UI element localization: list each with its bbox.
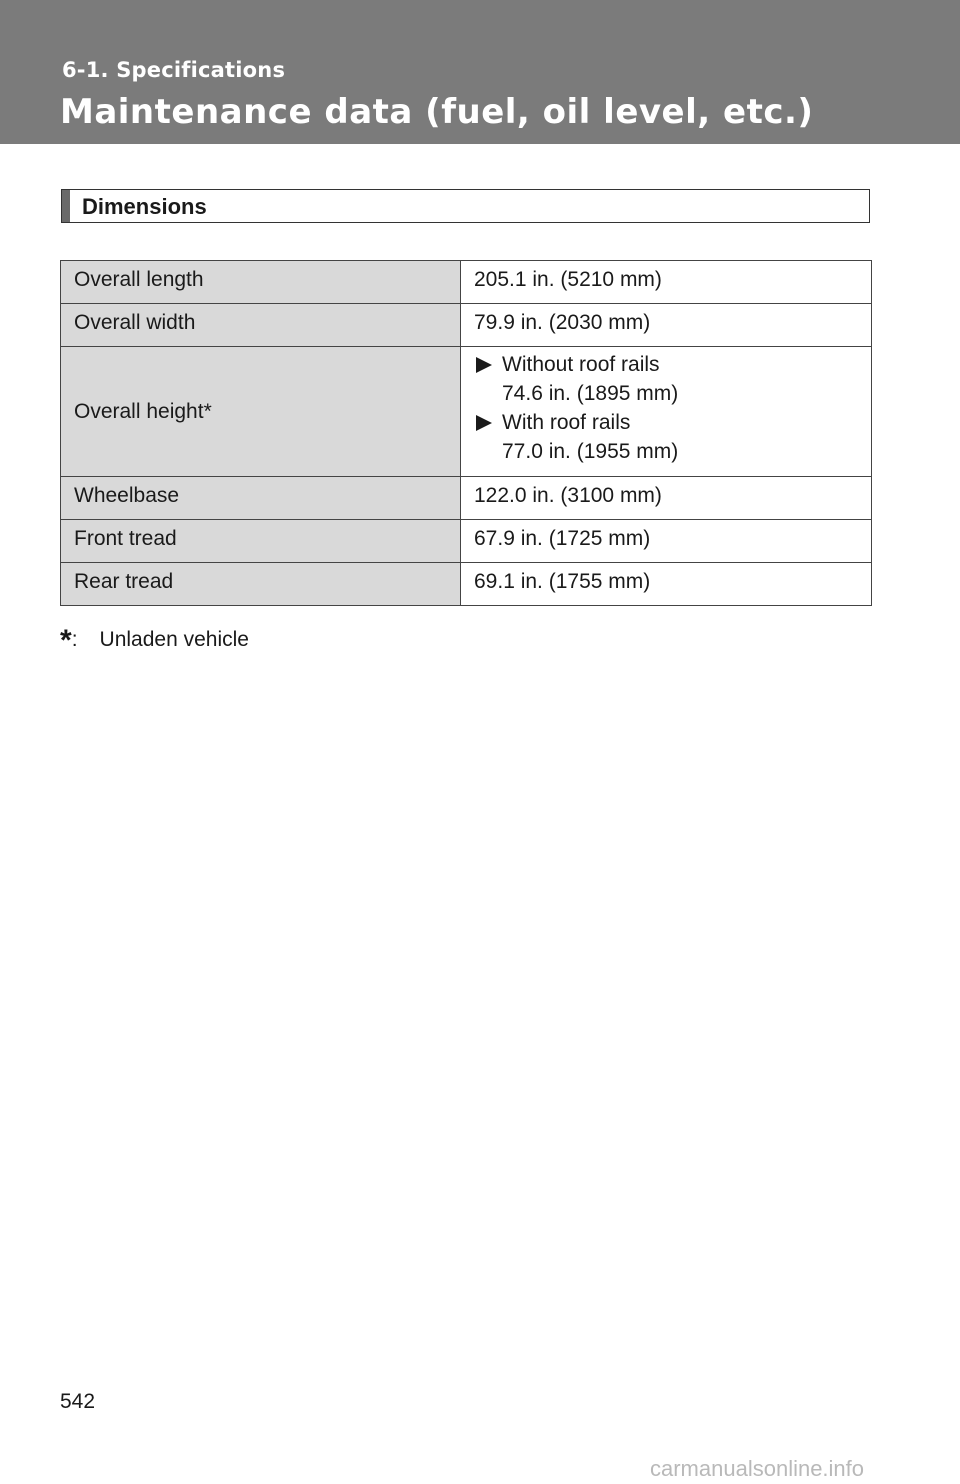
row-value: 122.0 in. (3100 mm) — [461, 477, 872, 520]
watermark: carmanualsonline.info — [650, 1456, 865, 1481]
footnote-text: Unladen vehicle — [99, 628, 249, 651]
table-row — [61, 304, 872, 347]
row-label: Overall length — [61, 261, 461, 304]
option-name: With roof rails — [502, 411, 631, 434]
dimensions-subheading — [61, 189, 870, 223]
page-header — [0, 0, 960, 144]
arrow-right-icon — [476, 415, 492, 431]
table-row — [61, 563, 872, 606]
row-value: 67.9 in. (1725 mm) — [461, 520, 872, 563]
row-label: Overall width — [61, 304, 461, 347]
row-label: Wheelbase — [61, 477, 461, 520]
row-label: Rear tread — [61, 563, 461, 606]
arrow-right-icon — [476, 357, 492, 373]
table-row — [61, 261, 872, 304]
footnote — [60, 624, 249, 658]
option-line — [474, 408, 858, 437]
subheading-text: Dimensions — [82, 194, 207, 219]
option-value: 77.0 in. (1955 mm) — [502, 440, 679, 463]
option-name: Without roof rails — [502, 353, 660, 376]
table-row — [61, 520, 872, 563]
footnote-marker: * — [60, 624, 72, 657]
dimensions-table — [60, 260, 872, 606]
row-label: Front tread — [61, 520, 461, 563]
option-line — [474, 350, 858, 379]
subheading-bar — [62, 190, 70, 222]
table-row — [61, 477, 872, 520]
page-number: 542 — [60, 1390, 96, 1413]
footnote-separator: : — [71, 628, 78, 651]
row-label: Overall height* — [61, 347, 461, 477]
section-label: 6-1. Specifications — [62, 58, 286, 82]
row-value-options — [461, 347, 872, 477]
row-value: 205.1 in. (5210 mm) — [461, 261, 872, 304]
option-value: 74.6 in. (1895 mm) — [502, 382, 679, 405]
row-value: 69.1 in. (1755 mm) — [461, 563, 872, 606]
row-value: 79.9 in. (2030 mm) — [461, 304, 872, 347]
table-row — [61, 347, 872, 477]
page-title: Maintenance data (fuel, oil level, etc.) — [60, 92, 814, 132]
